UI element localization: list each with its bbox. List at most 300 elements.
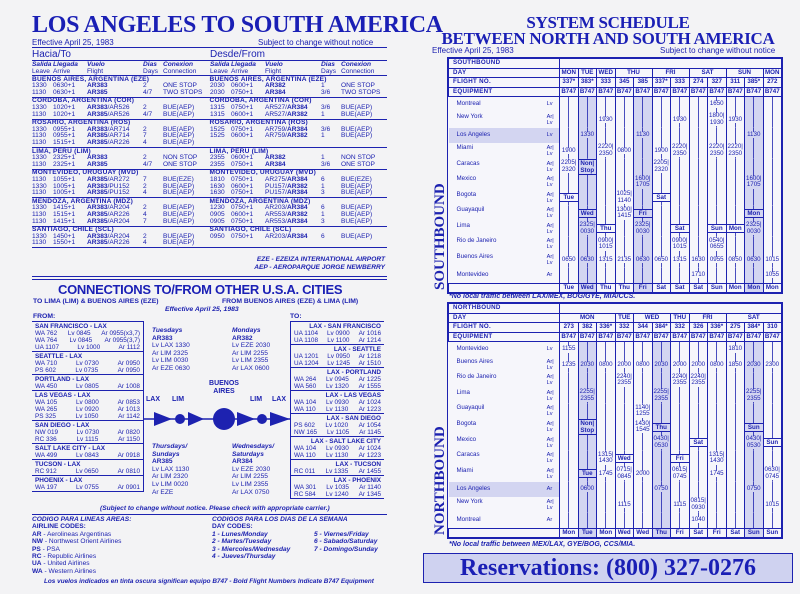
schedule-cell — [745, 252, 764, 268]
schedule-cell — [689, 112, 708, 128]
time: 1810 — [728, 345, 743, 353]
connection-flight-row — [35, 484, 140, 491]
connection: BUE(AEP) — [341, 210, 373, 218]
arrival-day: Mon — [763, 283, 782, 293]
schedule-cell — [597, 252, 616, 268]
arrive-time: 2325+1 — [53, 160, 76, 168]
equipment: B747 — [746, 332, 762, 340]
schedule-cell — [560, 159, 579, 175]
day-badge-text: Sun — [766, 439, 779, 447]
schedule-cell — [745, 373, 764, 389]
day-badge — [726, 224, 745, 233]
carrier-flight: RC 584 — [294, 490, 316, 498]
schedule-cell — [560, 435, 579, 451]
city-name: Miami — [456, 466, 473, 474]
schedule-cell — [671, 97, 690, 113]
diagram-buenos-aires: BUENOS AIRES — [209, 380, 239, 395]
schedule-cell — [726, 175, 745, 191]
connection-flight-row — [294, 445, 381, 452]
schedule-cell — [671, 451, 690, 467]
to-heading: Hacia/To — [32, 49, 71, 60]
city-name: Lima — [456, 221, 470, 229]
day-code: 7 - Domingo/Sunday — [314, 545, 378, 553]
time: 1900 — [654, 146, 669, 154]
arrive-time: 1005+1 — [53, 189, 76, 197]
schedule-cell — [652, 388, 671, 404]
equipment: B747 — [561, 87, 577, 95]
schedule-cell — [634, 159, 653, 175]
time: 1330 — [580, 131, 595, 139]
flight-part: /AR526 — [107, 104, 130, 112]
schedule-cell — [671, 497, 690, 513]
flight-part: /AR526 — [107, 110, 130, 118]
schedule-cell — [745, 404, 764, 420]
city-label — [449, 466, 560, 482]
airline-code-row: PS - PSA — [32, 545, 60, 553]
connection: BUE(AEP) — [163, 104, 195, 112]
schedule-cell — [578, 466, 597, 482]
schedule-cell — [578, 237, 597, 253]
leave-time: Lv 0945 — [326, 375, 349, 383]
leave-time: Lv 1105 — [326, 428, 350, 436]
schedule-cell — [689, 97, 708, 113]
schedule-cell — [726, 97, 745, 113]
note-flight: AR382 — [232, 334, 253, 342]
time: 0430|0530 — [653, 435, 669, 449]
leave-time: 1130 — [32, 176, 47, 183]
leave-time: Lv 1020 — [325, 421, 349, 429]
city-pair-group — [291, 368, 384, 391]
schedule-cell — [652, 128, 671, 144]
arrive-leave: Ar|Lv — [546, 144, 554, 157]
connection-flight-row — [35, 436, 140, 443]
schedule-cell — [597, 159, 616, 175]
la-timetable — [32, 62, 387, 248]
leave-time: Lv 0845 — [67, 329, 91, 337]
arrive-time: 0750+1 — [231, 217, 254, 225]
flight-part: AR385 — [87, 160, 108, 168]
city-pair-title: LAX - SALT LAKE CITY — [310, 437, 381, 445]
arrive-time: 0630+1 — [53, 88, 76, 96]
equipment-label: EQUIPMENT — [449, 87, 560, 97]
arrive-time: 0630+1 — [53, 82, 76, 90]
arrive-time: Ar 1218 — [358, 352, 381, 360]
flight-part: PU157/ — [265, 189, 287, 197]
leave-time: 1630 — [210, 182, 225, 190]
day-badge — [671, 454, 690, 463]
flight-part: /PU152 — [107, 182, 130, 190]
schedule-cell — [634, 404, 653, 420]
arrive-time: 0750+1 — [231, 160, 254, 168]
city-name: Montreal — [456, 515, 481, 523]
arrive-time: 1550+1 — [53, 239, 76, 247]
flight-part: AR527/ — [265, 110, 287, 118]
arrive-time: Ar 0950 — [117, 366, 140, 374]
schedule-cell — [578, 342, 597, 358]
time: 1745 — [598, 469, 613, 477]
equipment: B747 — [635, 87, 651, 95]
schedule-cell — [745, 143, 764, 159]
time: 1745 — [709, 469, 724, 477]
days: 2 — [143, 125, 147, 133]
city-label — [449, 190, 560, 206]
leave-time: 1130 — [32, 189, 47, 197]
flight-number: 275 — [726, 323, 745, 333]
leave-time: Lv 1000 — [77, 343, 101, 351]
connection-flight-row — [35, 344, 140, 351]
schedule-cell — [560, 357, 579, 373]
flight-part: AR384 — [287, 232, 308, 240]
schedule-cell — [634, 252, 653, 268]
arrival-day: Sun — [745, 528, 764, 538]
flight-part: AR384 — [287, 125, 308, 133]
time: 2205|2320 — [653, 159, 669, 173]
city-label — [449, 159, 560, 175]
time: 1800|1930 — [709, 112, 725, 126]
time: 1300|1415 — [616, 205, 632, 220]
flight-number — [87, 90, 143, 97]
schedule-cell — [763, 388, 782, 404]
arrive-time: 1415+1 — [53, 217, 76, 225]
schedule-cell — [560, 97, 579, 113]
schedule-cell — [597, 466, 616, 482]
days: 7 — [143, 132, 147, 140]
city-label — [449, 388, 560, 404]
carrier-flight: PS 602 — [294, 421, 315, 429]
leave-time: 1330 — [32, 232, 47, 240]
schedule-cell — [615, 419, 634, 435]
flight-part: /PU152 — [107, 189, 130, 197]
arrive-leave: Ar|Lv — [546, 160, 554, 173]
carrier-flight: RC 912 — [35, 467, 57, 475]
arrival-day: Sat — [671, 283, 690, 293]
city-label — [449, 97, 560, 113]
city-pair-group — [32, 476, 143, 491]
city-label — [449, 435, 560, 451]
schedule-cell — [689, 482, 708, 498]
airline-name: Western Airlines — [48, 567, 97, 575]
route-diagram — [144, 395, 290, 435]
schedule-cell — [634, 482, 653, 498]
city-group — [32, 120, 387, 148]
arrive-time: Ar 1024 — [358, 398, 381, 406]
flight-part: AR384 — [287, 176, 308, 183]
flight-row-from — [210, 162, 388, 169]
schedule-cell — [578, 159, 597, 175]
schedule-cell — [597, 221, 616, 237]
flight-part: AR203/ — [265, 204, 287, 212]
flight-row-from — [210, 240, 387, 247]
arrival-day: Tue — [578, 528, 597, 538]
reservations-banner[interactable]: Reservations: (800) 327-0276 — [423, 553, 793, 583]
from-city: MENDOZA, ARGENTINA (MDZ) — [209, 197, 311, 205]
leave-time: Lv 0730 — [76, 428, 100, 436]
day-header: WED — [597, 68, 616, 78]
schedule-cell — [560, 237, 579, 253]
schedule-cell — [634, 419, 653, 435]
equipment: B747 — [653, 87, 669, 95]
day-code: 2 - Martes/Tuesday — [212, 538, 272, 546]
day-badge-text: Wed — [580, 209, 594, 217]
arrive-leave: Lv — [546, 132, 553, 139]
schedule-cell — [763, 252, 782, 268]
time: 2255|2355 — [579, 388, 595, 402]
city-label — [449, 497, 560, 513]
schedule-cell — [652, 357, 671, 373]
schedule-cell — [634, 497, 653, 513]
leave-time: Lv 1100 — [327, 336, 350, 344]
schedule-cell — [763, 466, 782, 482]
time: 1130 — [747, 131, 761, 139]
note-line: Ar LIM 2255 — [232, 349, 268, 357]
arrival-day: Thu — [597, 283, 616, 293]
schedule-cell — [597, 237, 616, 253]
day-badge-text: Sat — [693, 439, 704, 447]
flight-part: AR382 — [287, 210, 308, 218]
flight-part: AR382 — [265, 82, 286, 90]
schedule-cell — [671, 159, 690, 175]
flight-row-to — [32, 112, 210, 119]
day-badge — [597, 224, 616, 233]
leave-time: 1130 — [32, 217, 47, 225]
note-line: Ar LAX 0750 — [232, 488, 270, 496]
city-pair-group — [291, 437, 384, 460]
to-city: BUENOS AIRES, ARGENTINA (EZE) — [32, 75, 150, 83]
connection: BUE(AEP) — [163, 139, 195, 147]
city-pair-group — [32, 460, 143, 476]
arrive-time: 1020+1 — [53, 110, 76, 118]
time: 1115 — [616, 502, 633, 508]
airline-codes-heading: AIRLINE CODES: — [32, 523, 86, 531]
schedule-cell — [745, 268, 764, 284]
airline-code: AR — [32, 530, 42, 538]
day-badge — [615, 454, 634, 463]
schedule-cell — [652, 466, 671, 482]
southbound-footnote: *No local traffic between LAX/MEX, BOG/GYE, MIA/CCS. — [449, 293, 636, 300]
airline-code-row: NW - Northwest Orient Airlines — [32, 538, 122, 546]
to-city: MENDOZA, ARGENTINA (MDZ) — [32, 197, 134, 205]
flight-part: AR385 — [87, 176, 108, 183]
days: 6 — [321, 204, 325, 212]
schedule-cell — [689, 268, 708, 284]
table-row — [32, 133, 387, 140]
day-header: TUE — [578, 68, 597, 78]
note-line: Ar EZE 0630 — [152, 364, 190, 372]
schedule-cell — [615, 112, 634, 128]
connection-flight-row — [294, 429, 381, 436]
to-city: SANTIAGO, CHILE (SCL) — [32, 226, 114, 234]
time: 1600|1705 — [635, 174, 651, 189]
schedule-cell — [708, 466, 727, 482]
leave-time: 1130 — [32, 139, 47, 147]
schedule-cell — [671, 175, 690, 191]
arrival-day: Tue — [560, 283, 579, 293]
time: 2220|2350 — [598, 143, 614, 157]
arrival-day: Sat — [726, 528, 745, 538]
column-header: Dias — [143, 61, 157, 68]
schedule-cell — [634, 206, 653, 222]
note-line: Lv LIM 2355 — [232, 480, 269, 488]
note-line: Ar LAX 0600 — [232, 364, 270, 372]
time: 0900|1015 — [672, 236, 688, 251]
arrow-icon — [188, 412, 204, 426]
leave-time: Lv 1240 — [325, 490, 349, 498]
leave-time: 1330 — [32, 182, 47, 190]
flight-number — [87, 162, 143, 169]
schedule-cell — [671, 404, 690, 420]
connection: BUE(AEP) — [341, 125, 373, 133]
schedule-cell — [634, 357, 653, 373]
day-header: WED — [634, 313, 671, 323]
flight-part: AR383 — [87, 232, 108, 240]
schedule-cell — [726, 252, 745, 268]
time: 1930 — [728, 115, 743, 123]
day-header: TUE — [615, 313, 634, 323]
day-codes-heading-es: CODIGOS PARA LOS DIAS DE LA SEMANA — [212, 516, 348, 523]
time: 2000 — [672, 360, 687, 368]
carrier-flight: WA 110 — [294, 405, 316, 413]
schedule-cell — [615, 388, 634, 404]
note-line: Lv LAX 1130 — [152, 465, 190, 473]
schedule-cell — [726, 357, 745, 373]
schedule-cell — [763, 159, 782, 175]
schedule-cell — [578, 419, 597, 435]
flight-part: /AR226 — [107, 239, 130, 247]
to-city: CORDOBA, ARGENTINA (COR) — [32, 97, 135, 105]
right-subject: Subject to change without notice — [660, 46, 776, 55]
day-header: FRI — [652, 68, 689, 78]
leave-time: Lv 0845 — [69, 336, 93, 344]
schedule-cell — [726, 159, 745, 175]
schedule-cell — [597, 97, 616, 113]
connection: BUE(AEP) — [341, 182, 373, 190]
leave-time: 2030 — [210, 82, 225, 90]
arrive-time: Ar 0810 — [117, 467, 140, 475]
schedule-cell — [726, 206, 745, 222]
connection: ONE STOP — [163, 82, 197, 90]
flight-number: 332 — [615, 323, 634, 333]
arrive-time: Ar 1510 — [358, 359, 381, 367]
arrive-time: 2325+1 — [53, 154, 76, 162]
column-header: Llegada — [53, 61, 78, 68]
carrier-flight: RC 011 — [294, 467, 316, 475]
flight-part: AR383 — [87, 182, 108, 190]
city-name: Bogota — [456, 420, 477, 427]
day-header: SAT — [726, 313, 782, 323]
city-pair-group — [291, 414, 384, 437]
city-pair-group — [291, 476, 384, 498]
schedule-cell — [652, 342, 671, 358]
arrive-leave: Ar|Lv — [546, 452, 554, 465]
schedule-cell — [689, 357, 708, 373]
from-city: LIMA, PERU (LIM) — [209, 147, 269, 155]
schedule-cell — [597, 388, 616, 404]
connection-flight-row — [35, 452, 140, 459]
airline-name: PSA — [46, 545, 60, 553]
northbound-table — [447, 302, 783, 539]
day-badge-text: Tue — [581, 470, 593, 478]
arrive-leave: Lv — [546, 101, 553, 108]
flight-row-from — [210, 90, 388, 97]
equipment: B747 — [616, 332, 632, 340]
schedule-cell — [578, 388, 597, 404]
leave-time: Lv 1130 — [326, 451, 349, 459]
schedule-cell — [726, 451, 745, 467]
carrier-flight: WA 450 — [35, 382, 58, 390]
day-code-list — [212, 531, 290, 561]
leave-time: 2355 — [210, 154, 225, 162]
city-label — [449, 342, 560, 358]
leave-time: Lv 0730 — [76, 359, 99, 367]
to-city: LIMA, PERU (LIM) — [32, 147, 91, 155]
days: 2 — [143, 82, 147, 90]
leave-time: Lv 1035 — [326, 483, 349, 491]
column-header: Connection — [163, 67, 197, 75]
connection-flight-row — [35, 429, 140, 436]
day-header: MON — [560, 313, 616, 323]
city-pair-group — [32, 375, 143, 391]
schedule-cell — [578, 97, 597, 113]
equipment: B747 — [690, 332, 706, 340]
leave-time: 1330 — [32, 82, 47, 90]
schedule-cell — [726, 221, 745, 237]
flight-number: 273 — [560, 323, 579, 333]
equipment: B747 — [764, 332, 780, 340]
connection: TWO STOPS — [341, 88, 381, 96]
time: 0630 — [746, 255, 761, 263]
schedule-cell — [597, 357, 616, 373]
table-row — [32, 112, 387, 119]
city-label — [449, 206, 560, 222]
arrive-time: 0750+1 — [231, 204, 254, 212]
schedule-cell — [689, 221, 708, 237]
table-row — [32, 190, 387, 197]
schedule-cell — [615, 252, 634, 268]
arrow-icon — [237, 412, 255, 426]
connection-flight-row — [35, 468, 140, 475]
flight-part: AR384 — [287, 189, 308, 197]
flight-number: 274 — [689, 78, 708, 88]
codes-section — [32, 516, 392, 590]
from-cities-box — [32, 321, 144, 492]
city-pair-title: LAX - SEATTLE — [333, 345, 381, 353]
schedule-cell — [763, 404, 782, 420]
arrive-time: Ar 1150 — [118, 435, 140, 443]
schedule-cell — [615, 435, 634, 451]
arrive-time: 1055+1 — [53, 176, 76, 183]
note-line: Lv LIM 0020 — [152, 480, 189, 488]
arrive-time: 0600+1 — [231, 210, 254, 218]
schedule-cell — [689, 159, 708, 175]
connection: BUE(AEP) — [341, 132, 373, 140]
buenos-aires-dot — [213, 408, 235, 430]
schedule-cell — [578, 252, 597, 268]
arrive-leave: Ar|Lv — [546, 389, 554, 402]
flight-number — [265, 162, 321, 169]
leave-time: Lv 0755 — [76, 483, 99, 491]
schedule-cell — [597, 404, 616, 420]
city-pair-group — [32, 444, 143, 460]
time: 0800 — [709, 360, 724, 368]
time: 2255|2355 — [653, 388, 669, 402]
from-label: FROM: — [33, 313, 56, 320]
schedule-cell — [745, 342, 764, 358]
schedule-cell — [652, 206, 671, 222]
connection: BUE(AEP) — [341, 104, 373, 112]
carrier-flight: WA 764 — [35, 336, 58, 344]
day-badge-text: Thu — [600, 225, 612, 233]
schedule-cell — [745, 190, 764, 206]
